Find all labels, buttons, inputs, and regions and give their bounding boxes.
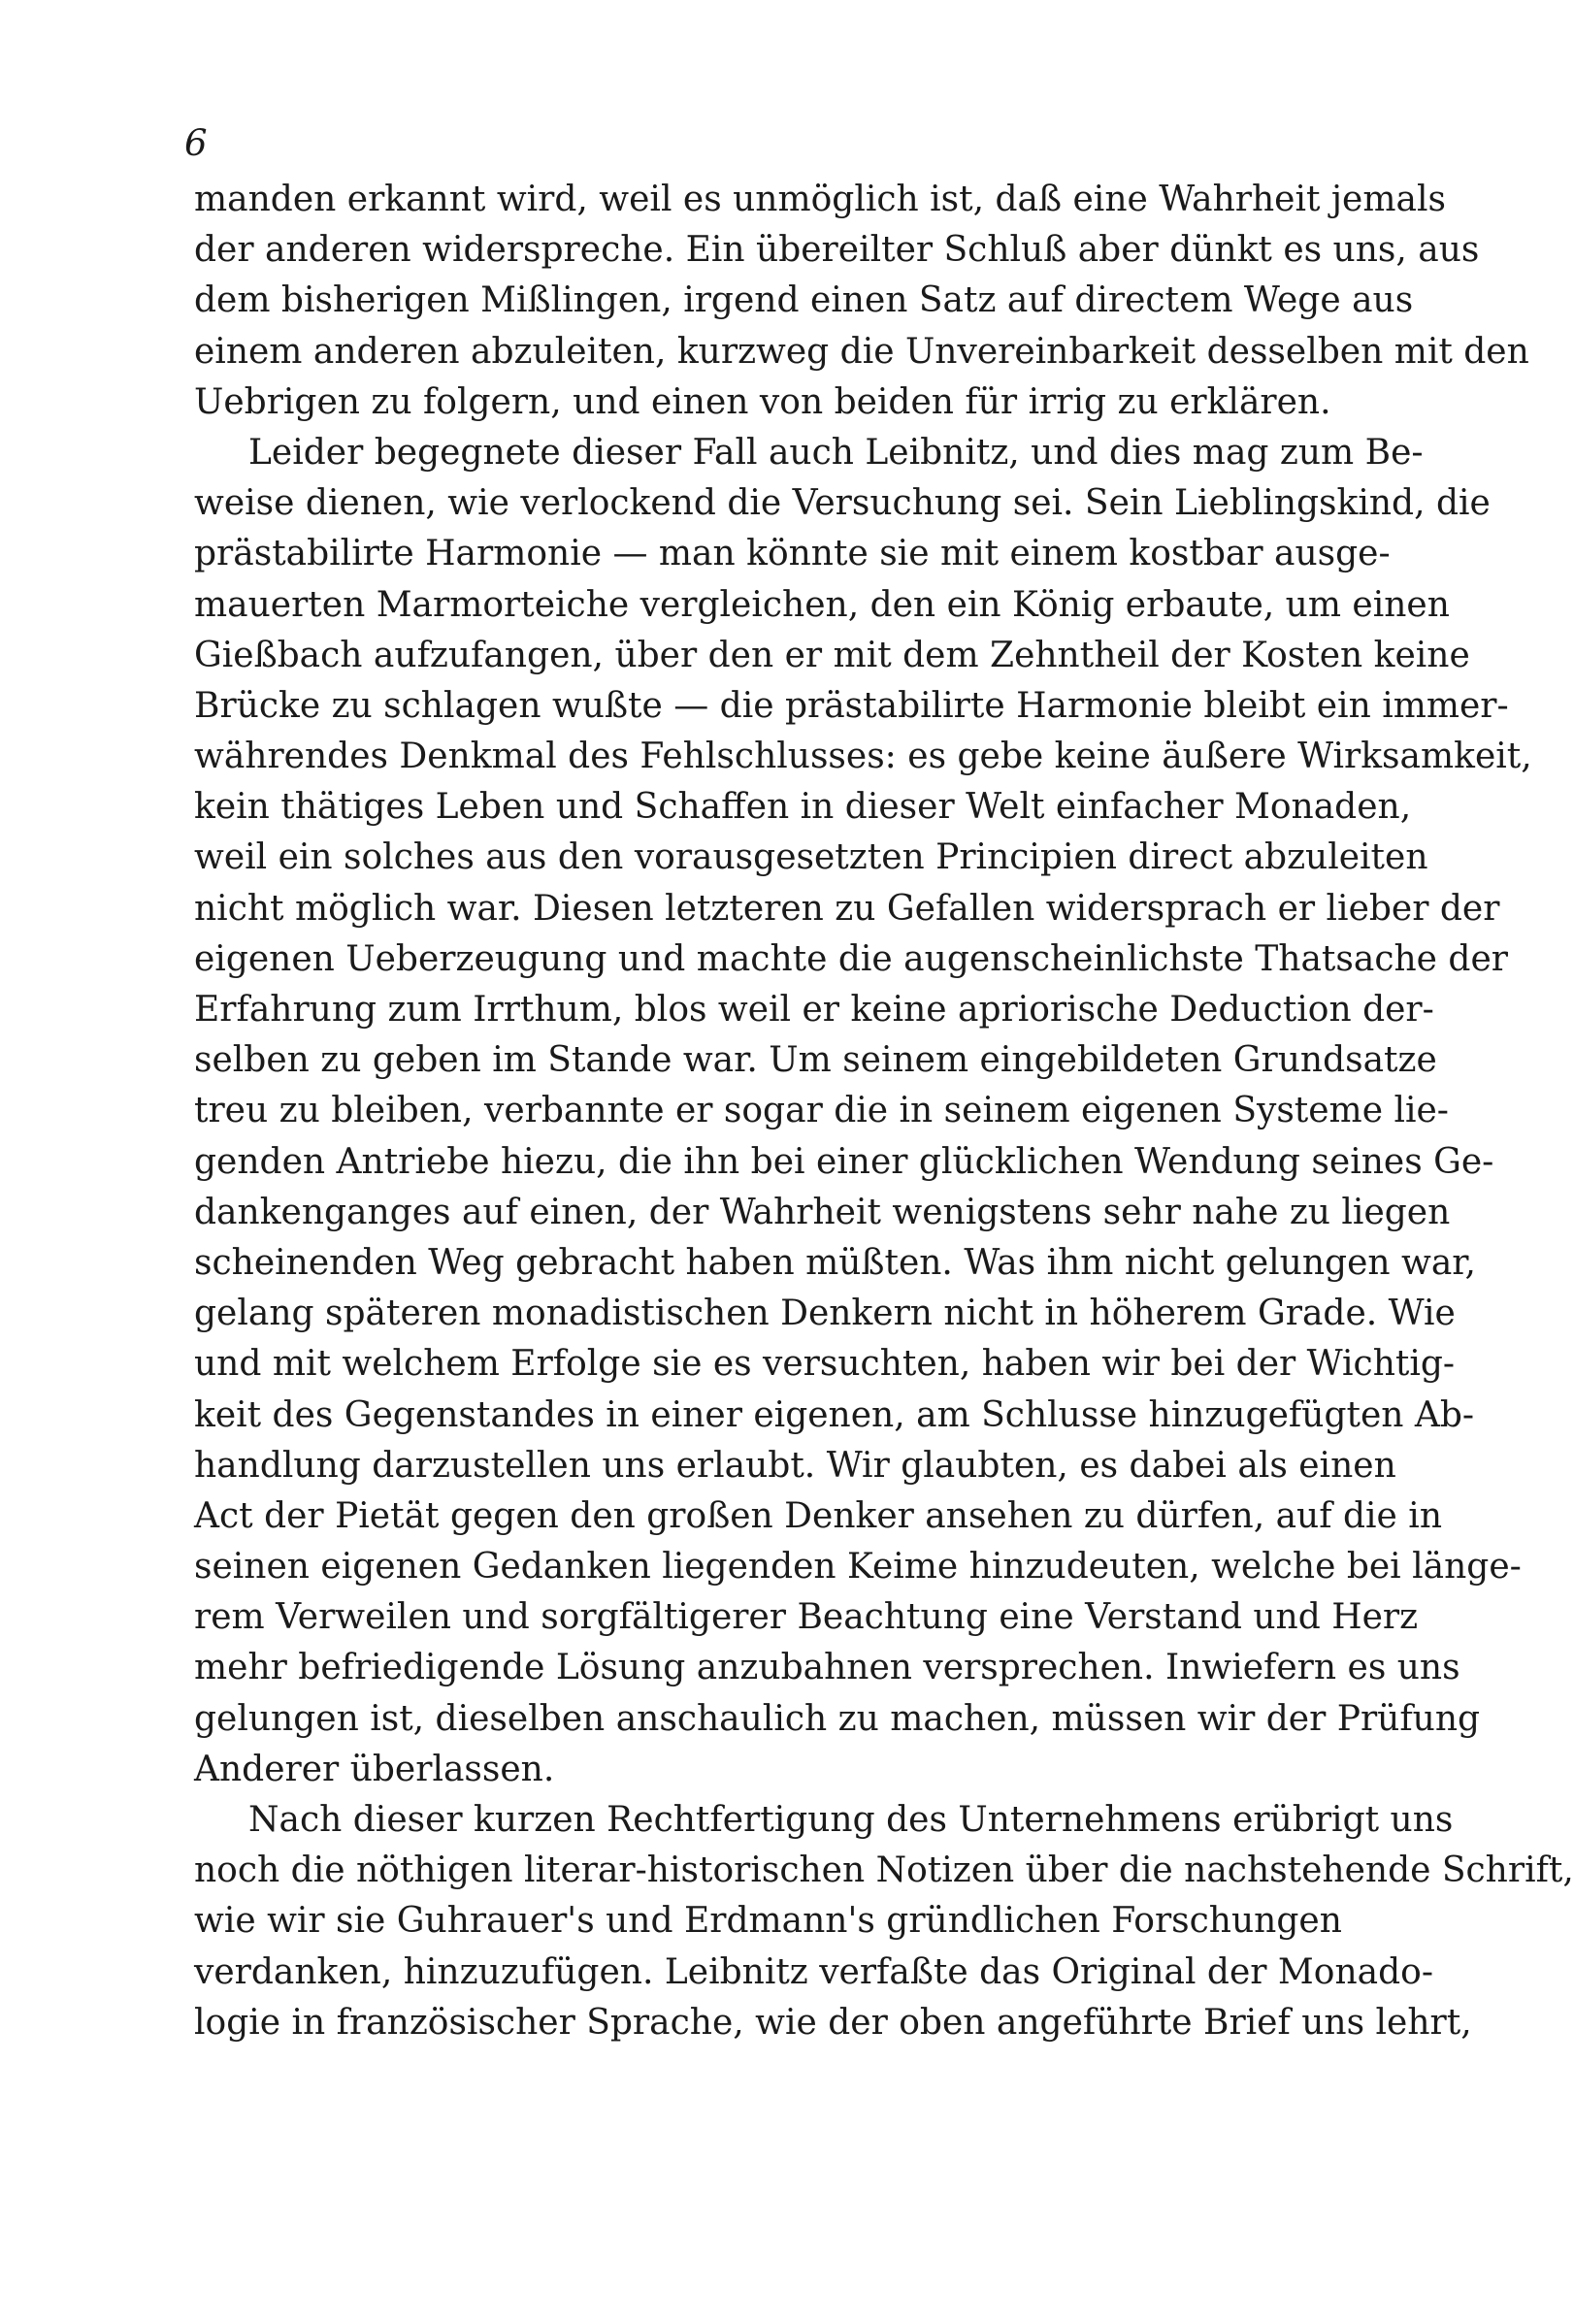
text-line: rem Verweilen und sorgfältigerer Beachtung eine Verstand und Herz: [194, 1597, 1419, 1638]
text-line: der anderen widerspreche. Ein übereilter Schluß aber dünkt es uns, aus: [194, 230, 1480, 271]
body-text: [194, 175, 1574, 2048]
text-line: verdanken, hinzuzufügen. Leibnitz verfaßte das Original der Monado-: [194, 1951, 1433, 1992]
text-line: weil ein solches aus den vorausgesetzten Principien direct abzuleiten: [194, 837, 1428, 878]
text-line: selben zu geben im Stande war. Um seinem eingebildeten Grundsatze: [194, 1040, 1437, 1081]
text-line: Act der Pietät gegen den großen Denker ansehen zu dürfen, auf die in: [194, 1495, 1442, 1536]
text-line: keit des Gegenstandes in einer eigenen, am Schlusse hinzugefügten Ab-: [194, 1394, 1475, 1435]
text-line: seinen eigenen Gedanken liegenden Keime hinzudeuten, welche bei länge-: [194, 1547, 1522, 1588]
text-line: dem bisherigen Mißlingen, irgend einen Satz auf directem Wege aus: [194, 280, 1414, 321]
text-line: Nach dieser kurzen Rechtfertigung des Unternehmens erübrigt uns: [248, 1800, 1454, 1840]
paragraph-1: [194, 175, 1529, 428]
text-line: weise dienen, wie verlockend die Versuchung sei. Sein Lieblingskind, die: [194, 483, 1491, 524]
text-line: Erfahrung zum Irrthum, blos weil er keine apriorische Deduction der-: [194, 990, 1434, 1030]
text-line: noch die nöthigen literar-historischen Notizen über die nachstehende Schrift,: [194, 1850, 1574, 1891]
text-line: manden erkannt wird, weil es unmöglich ist, daß eine Wahrheit jemals: [194, 180, 1446, 219]
paragraph-2: [194, 428, 1532, 1795]
text-line: nicht möglich war. Diesen letzteren zu Gefallen widersprach er lieber der: [194, 888, 1500, 929]
text-line: Uebrigen zu folgern, und einen von beiden für irrig zu erklären.: [194, 381, 1331, 422]
text-line: währendes Denkmal des Fehlschlusses: es gebe keine äußere Wirksamkeit,: [194, 736, 1532, 777]
text-line: genden Antriebe hiezu, die ihn bei einer glücklichen Wendung seines Ge-: [194, 1141, 1494, 1182]
text-line: Anderer überlassen.: [194, 1749, 555, 1789]
paragraph-3: [194, 1795, 1574, 2048]
text-line: kein thätiges Leben und Schaffen in dieser Welt einfacher Monaden,: [194, 787, 1412, 828]
text-line: logie in französischer Sprache, wie der oben angeführte Brief uns lehrt,: [194, 2002, 1472, 2043]
text-line: gelang späteren monadistischen Denkern nicht in höherem Grade. Wie: [194, 1293, 1456, 1334]
text-line: und mit welchem Erfolge sie es versuchten, haben wir bei der Wichtig-: [194, 1344, 1456, 1385]
text-line: Brücke zu schlagen wußte — die prästabilirte Harmonie bleibt ein immer-: [194, 685, 1509, 726]
text-line: Leider begegnete dieser Fall auch Leibnitz, und dies mag zum Be-: [248, 432, 1424, 473]
text-line: scheinenden Weg gebracht haben müßten. Was ihm nicht gelungen war,: [194, 1242, 1476, 1283]
page-number: 6: [184, 122, 208, 164]
text-line: eigenen Ueberzeugung und machte die augenscheinlichste Thatsache der: [194, 938, 1508, 979]
text-line: mehr befriedigende Lösung anzubahnen versprechen. Inwiefern es uns: [194, 1648, 1460, 1688]
text-line: handlung darzustellen uns erlaubt. Wir glaubten, es dabei als einen: [194, 1445, 1396, 1486]
text-line: prästabilirte Harmonie — man könnte sie mit einem kostbar ausge-: [194, 534, 1391, 574]
text-line: wie wir sie Guhrauer's und Erdmann's gründlichen Forschungen: [194, 1901, 1342, 1942]
text-line: mauerten Marmorteiche vergleichen, den ein König erbaute, um einen: [194, 584, 1450, 625]
text-line: einem anderen abzuleiten, kurzweg die Unvereinbarkeit desselben mit den: [194, 331, 1529, 372]
text-line: Gießbach aufzufangen, über den er mit dem Zehntheil der Kosten keine: [194, 635, 1470, 675]
text-line: dankenganges auf einen, der Wahrheit wenigstens sehr nahe zu liegen: [194, 1192, 1451, 1232]
text-line: gelungen ist, dieselben anschaulich zu machen, müssen wir der Prüfung: [194, 1698, 1481, 1739]
text-line: treu zu bleiben, verbannte er sogar die in seinem eigenen Systeme lie-: [194, 1091, 1449, 1131]
